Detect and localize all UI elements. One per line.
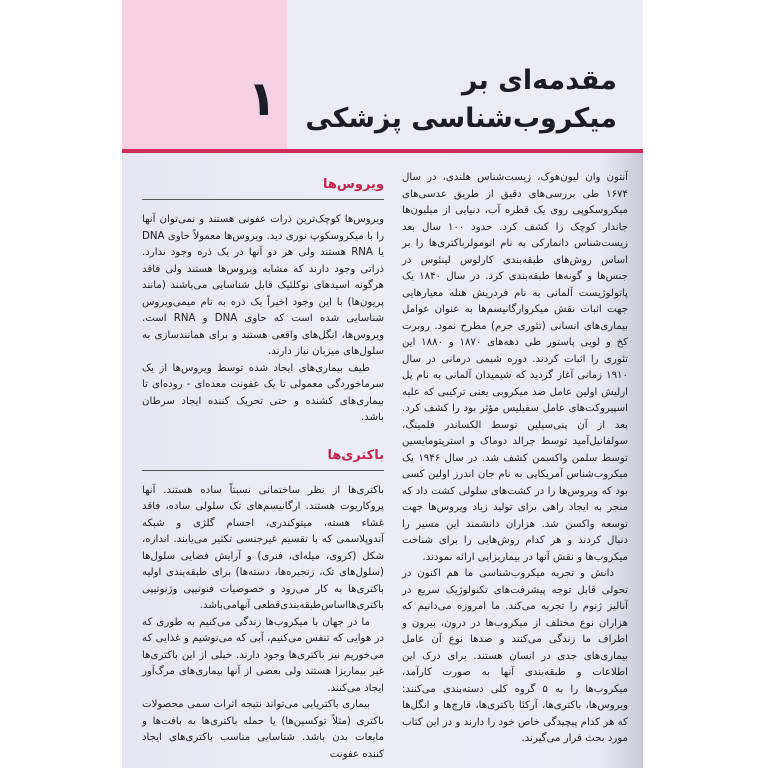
section-divider	[142, 199, 384, 200]
section-heading-bacteria: باکتری‌ها	[327, 447, 384, 463]
paragraph: ما در جهان با میکروب‌ها زندگی می‌کنیم به طوری که در هوایی که تنفس می‌کنیم، آبی که می‌نوشیم و غذایی که می‌خوریم نیز باکتری‌ها وجود دارند. خیلی از این باکتری‌ها غیر بیماریزا هستند ولی بعضی از آنها بیماری‌های مرگ‌آور ایجاد می‌کنند.	[142, 616, 384, 694]
section-divider	[142, 470, 384, 471]
chapter-title: مقدمه‌ای بر میکروب‌شناسی پزشکی	[305, 65, 617, 134]
side-column	[142, 176, 384, 763]
section-heading-viruses: ویروس‌ها	[323, 177, 384, 192]
main-column	[402, 170, 628, 748]
header-divider	[122, 149, 643, 153]
chapter-number-panel	[122, 0, 287, 150]
paragraph: طیف بیماری‌های ایجاد شده توسط ویروس‌ها از یک سرماخوردگی معمولی تا یک عفونت معده‌ای - روده‌ای تا بیماری‌های کشنده و حتی تحریک کننده ایجاد سرطان باشد.	[142, 362, 384, 423]
paragraph: آنتون وان لیون‌هوک، زیست‌شناس هلندی، در سال ۱۶۷۴ طی بررسی‌های دقیق از طریق عدسی‌های میکروسکوپی روی یک قطره آب، دنیایی از میلیون‌ها جاندار کوچک را کشف کرد. حدود ۱۰۰ سال بعد زیست‌شناس دانمارکی به نام اتومولرباکتری‌ها را بر اساس روش‌های طبقه‌بندی کارلوس لینئوس در جنس‌ها و گونه‌ها طبقه‌بندی کرد. در سال ۱۸۴۰ یک پاتولوژیست آلمانی به نام فردریش هنله معیارهایی جهت اثبات نقش میکروارگانیسم‌ها به عنوان عوامل بیماری‌های انسانی (تئوری جرم) مطرح نمود. روبرت کخ و لویی پاستور طی دهه‌های ۱۸۷۰ و ۱۸۸۰ این تئوری را اثبات کردند. دوره شیمی درمانی در سال ۱۹۱۰ زمانی آغاز گردید که شیمیدان آلمانی به نام پل ارلیش اولین عامل ضد میکروبی یعنی ترکیبی که علیه اسپیروکت‌های عامل سفیلیس مؤثر بود را کشف کرد. بعد از آن پنی‌سیلین توسط الکساندر فلمینگ، سولفانیل‌آمید توسط جرالد دوماک و استرپتومایسین توسط سلمن واکسمن کشف شد. در سال ۱۹۴۶ یک میکروب‌شناس آمریکایی به نام جان اندرز اولین کسی بود که ویروس‌ها را در کشت‌های سلولی کشت داد که منجر به ایجاد راهی برای تولید زیاد ویروس‌ها جهت توسعه واکسن شد. هزاران دانشمند این مسیر را دنبال کردند و هر کدام روش‌هایی را برای شناخت میکروب‌ها و نقش آنها در بیماریزایی ارائه نمودند.	[402, 172, 628, 563]
paragraph: بیماری باکتریایی می‌تواند نتیجه اثرات سمی محصولات باکتری (مثلاً توکسین‌ها) یا حمله باکتری‌ها به بافت‌ها و مایعات بدن باشد. شناسایی مناسب باکتری‌های ایجاد کننده عفونت	[142, 699, 384, 760]
paragraph: باکتری‌ها از نظر ساختمانی نسبتاً ساده هستند. آنها پروکاریوت هستند. ارگانیسم‌های تک سلولی ساده، فاقد غشاء هسته، میتوکندری، اجسام گلژی و شبکه آندوپلاسمی که با تقسیم غیرجنسی تکثیر می‌یابند. اندازه، شکل (کروی، میله‌ای، فنری) و آرایش فضایی سلول‌ها (سلول‌های تک، زنجیره‌ها، دسته‌ها) برای طبقه‌بندی اولیه باکتری‌ها به کار می‌رود و خصوصیات فنوتیپی وژنوتیپی باکتری‌هااساس‌طبقه‌بندی‌قطعی آنهامی‌باشد.	[142, 484, 384, 611]
book-page	[122, 0, 643, 768]
chapter-number: ۱	[247, 71, 277, 127]
spacer	[142, 427, 384, 447]
paragraph: ویروس‌ها کوچک‌ترین ذرات عفونی هستند و نمی‌توان آنها را با میکروسکوپ نوری دید. ویروس‌ها معمولاً حاوی DNA یا RNA هستند ولی هر دو آنها در یک ذره وجود ندارد. ذراتی وجود دارند که مشابه ویروس‌ها هستند ولی فاقد هرگونه اسیدهای نوکلئیک قابل شناسایی می‌باشند (مانند پریون‌ها) با این وجود اخیراً یک ذره به نام میمی‌ویروس شناسایی شده است که حاوی DNA و RNA است. ویروس‌ها، انگل‌های واقعی هستند و برای همانندسازی به سلول‌های میزبان نیاز دارند.	[142, 214, 384, 357]
paragraph: دانش و تجربه میکروب‌شناسی ما هم اکنون در تحولی قابل توجه پیشرفت‌های تکنولوژیک سریع در آنالیز ژنوم را تجربه می‌کند. ما امروزه می‌دانیم که هزاران نوع مختلف از میکروب‌ها در درون، بیرون و اطراف ما زندگی می‌کنند و صدها نوع آن عامل بیماری‌های جدی در انسان هستند. برای درک این اطلاعات و طبقه‌بندی آنها به صورت کارآمد، میکروب‌ها را به ۵ گروه کلی دسته‌بندی می‌کنند: ویروس‌ها، باکتری‌ها، آرکئا باکتری‌ها، قارچ‌ها و انگل‌ها که هر کدام پیچیدگی خاص خود را دارند و در این کتاب مورد بحث قرار می‌گیرند.	[402, 568, 628, 744]
